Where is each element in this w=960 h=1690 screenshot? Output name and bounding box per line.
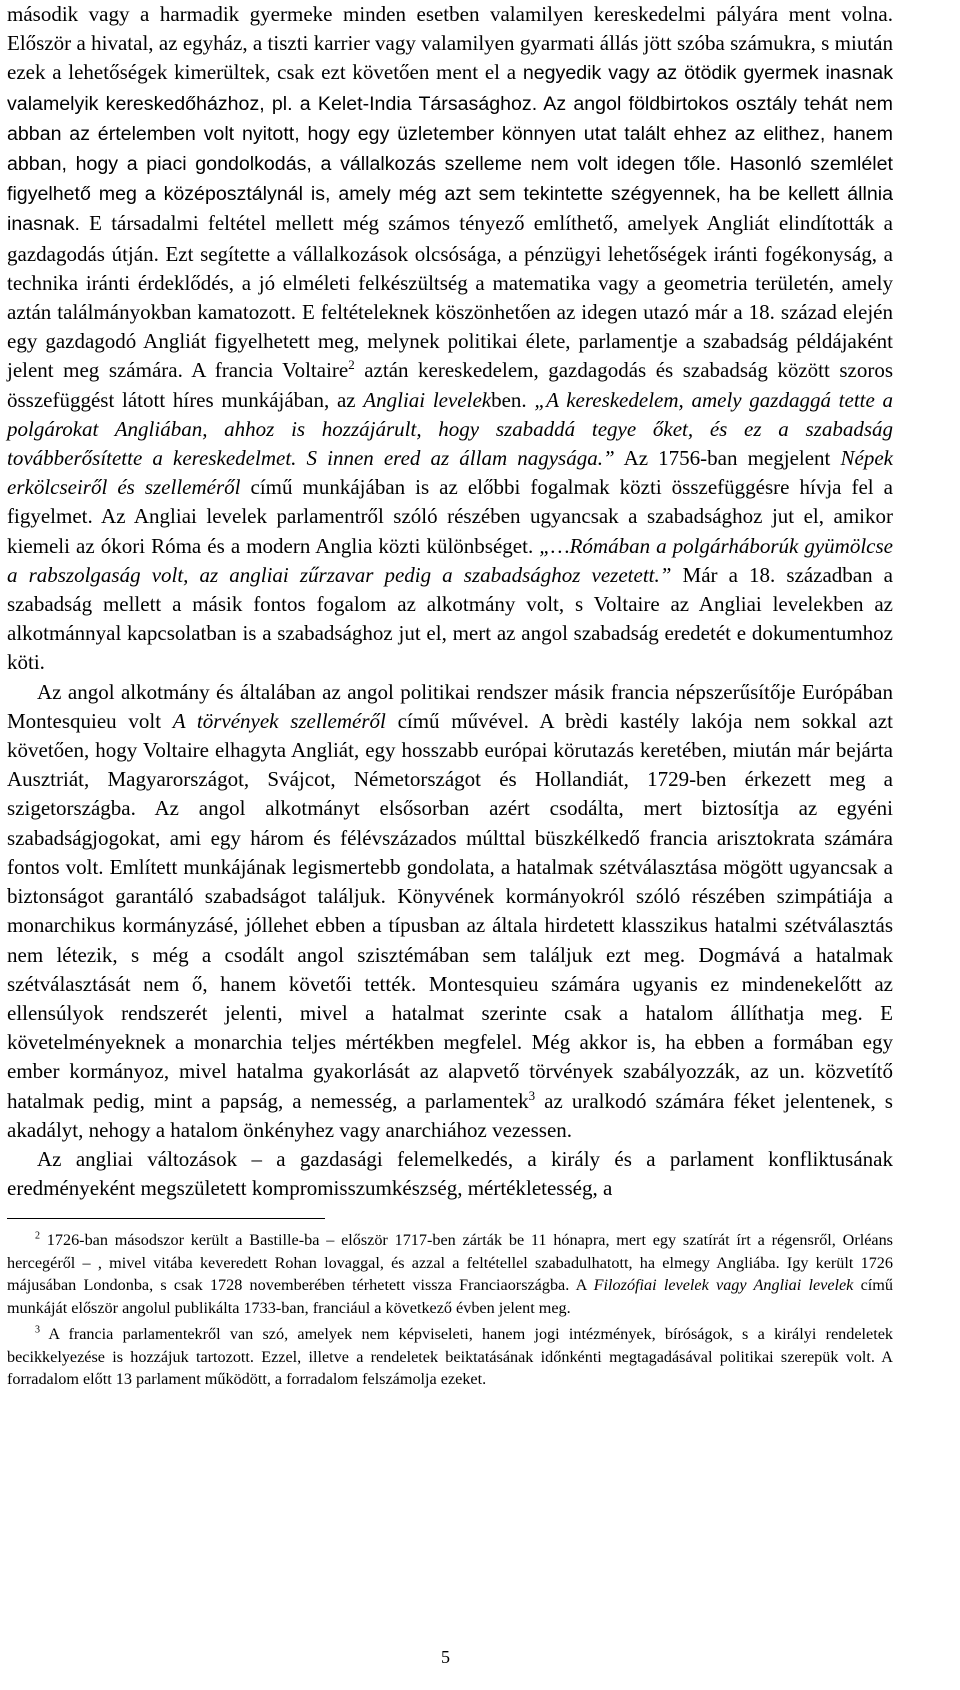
text-run: második vagy a harmadik gyermeke minden esetben valamilyen kereskedelmi pályára ment volna. Először a hivatal, az egyház, a tiszti karrier vagy valamilyen gyarmati állás jött szóba számukra, s miután ezek a lehetőségek kimerültek, csak ezt követően ment el a [7, 2, 893, 85]
text-run: Az angol alkotmány és általában az angol politikai rendszer másik francia népszerűsítője Európában Montesquieu volt [7, 679, 893, 733]
italic-text: Népek erkölcseiről és szelleméről [7, 446, 893, 500]
text-run: az uralkodó számára féket jelentenek, s akadályt, nehogy a hatalom önkényhez vagy anarchiához vezessen. [7, 1088, 893, 1142]
footnote-marker: 2 [348, 357, 355, 373]
text-run: Az angliai változások – a gazdasági felemelkedés, a király és a parlament konfliktusának eredményeként megszületett kompromisszumkészség, mértékletesség, a [7, 1146, 893, 1201]
italic-text: Angliai levelek [363, 387, 492, 412]
text-run: negyedik vagy az ötödik gyermek inasnak valamelyik kereskedőházhoz, pl. a Kelet-India Társasághoz. Az angol földbirtokos osztály tehát nem abban az értelemben volt nyitott, hogy egy üzletember könnyen utat talált ehhez az elithez, hanem abban, hogy a piaci gondolkodás, a vállalkozás szelleme nem volt idegen tőle. Hasonló szemlélet figyelhető meg a középosztálynál is, amely még azt sem tekintette szégyennek, ha be kellett állnia inasnak. [7, 62, 893, 236]
footnote-marker: 3 [35, 1324, 41, 1336]
italic-text: A törvények szelleméről [172, 708, 386, 733]
italic-text: „…Rómában a polgárháborúk gyümölcse a rabszolgaság volt, az angliai zűrzavar pedig a szabadsághoz vezetett.” [7, 533, 893, 587]
footnote-separator [7, 1218, 325, 1219]
paragraph [7, 1145, 893, 1203]
page-number: 5 [441, 1647, 450, 1667]
paragraph [7, 0, 893, 678]
italic-text: Filozófiai levelek vagy Angliai levelek [593, 1276, 854, 1295]
text-run: 1726-ban másodszor került a Bastille-ba – először 1717-ben zárták be 11 hónapra, mert egy szatírát írt a régensről, Orléans hercegéről – , mivel vitába keveredett Rohan lovaggal, és azzal a feltétellel szabadulhatott, ha elmegy Angliába. Igy került 1726 májusában Londonba, s csak 1728 novemberében térhetett vissza Franciaországba. A [7, 1231, 893, 1295]
text-run: Az 1756-ban megjelent [614, 446, 841, 471]
text-run: aztán kereskedelem, gazdagodás és szabadság között szoros összefüggést látott híres munkájában, az [7, 358, 893, 412]
document-page [7, 0, 893, 1391]
text-run: E társadalmi feltétel mellett még számos tényező említhető, amelyek Angliát elindították a gazdagodás útján. Ezt segítette a vállalkozások olcsósága, a pénzügyi lehetőségek iránti fogékonyság, a technika iránti érdeklődés, a jó elméleti felkészültség a matematika vagy a geometria területén, amely aztán találmányokban kamatozott. E feltételeknek köszönhetően az idegen utazó már a 18. század elején egy gazdagodó Angliát figyelhetett meg, melynek politikai élete, parlamentje a szabadság példájaként jelent meg számára. A francia Voltaire [7, 211, 893, 383]
footnotes [7, 1229, 893, 1391]
body-text [7, 0, 893, 1203]
italic-text: „A kereskedelem, amely gazdaggá tette a polgárokat Angliában, ahhoz is hozzájárult, hogy szabaddá tegye őket, és ez a szabadság továbberősítette a kereskedelmet. S innen ered az állam nagysága.” [7, 387, 894, 471]
footnote [7, 1323, 893, 1391]
text-run: ben. [491, 387, 535, 412]
text-run: című művével. A brèdi kastély lakója nem sokkal azt követően, hogy Voltaire elhagyta Angliát, egy hosszabb európai körutazás keretében, miután már bejárta Ausztriát, Magyarországot, Svájcot, Németországot és Hollandiát, 1729-ben érkezett meg a szigetországba. Az angol alkotmányt elsősorban azért csodálta, mert biztosítja az egyéni szabadságjogokat, ami egy három és félévszázados múlttal büszkélkedő francia arisztokrata számára fontos volt. Említett munkájának legismertebb gondolata, a hatalmak szétválasztása mögött ugyancsak a biztonságot garantáló szabadságot találjuk. Könyvének kormányokról szóló részében szimpátiája a monarchikus kormányzásé, jóllehet ebben a típusban az általa hirdetett klasszikus hatalmi szétválasztás nem létezik, s még a csodált angol szisztémában sem találjuk ezt meg. Dogmává a hatalmak szétválasztását nem ő, hanem követői tették. Montesquieu számára ugyanis ez mindenekelőtt az ellensúlyok rendszerét jelenti, mivel a hatalmat szerinte csak a hatalom állíthatja meg. E követelményeknek a monarchia teljes mértékben megfelel. Még akkor is, ha ebben a formában egy ember kormányoz, mivel hatalma gyakorlását az alapvető törvények szabályozzák, az un. közvetítő hatalmak pedig, mint a papság, a nemesség, a parlamentek [7, 708, 893, 1113]
footnote-marker: 2 [35, 1230, 41, 1242]
text-run: Már a 18. században a szabadság mellett a másik fontos fogalom az alkotmány volt, s Voltaire az Angliai levelekben az alkotmánnyal kapcsolatban is a szabadsághoz jut el, mert az angol szabadság eredetét e dokumentumhoz köti. [7, 562, 894, 675]
text-run: című munkáját először angolul publikálta 1733-ban, franciául a következő évben jelent meg. [7, 1276, 893, 1317]
footnote [7, 1229, 893, 1319]
text-run: című munkájában is az előbbi fogalmak közti összefüggésre hívja fel a figyelmet. Az Angliai levelek parlamentről szóló részében ugyancsak a szabadsághoz jut el, amikor kiemeli az ókori Róma és a modern Anglia közti különbséget. [7, 475, 893, 558]
text-run: A francia parlamentekről van szó, amelyek nem képviseleti, hanem jogi intézmények, bíróságok, s a királyi rendeletek becikkelyezése is hozzájuk tartozott. Ezzel, illetve a rendeletek beiktatásának időnkénti megtagadásával politikai szerepük volt. A forradalom előtt 13 parlament működött, a forradalom felszámolja ezeket. [7, 1325, 893, 1389]
paragraph [7, 678, 893, 1145]
footnote-marker: 3 [528, 1087, 536, 1103]
